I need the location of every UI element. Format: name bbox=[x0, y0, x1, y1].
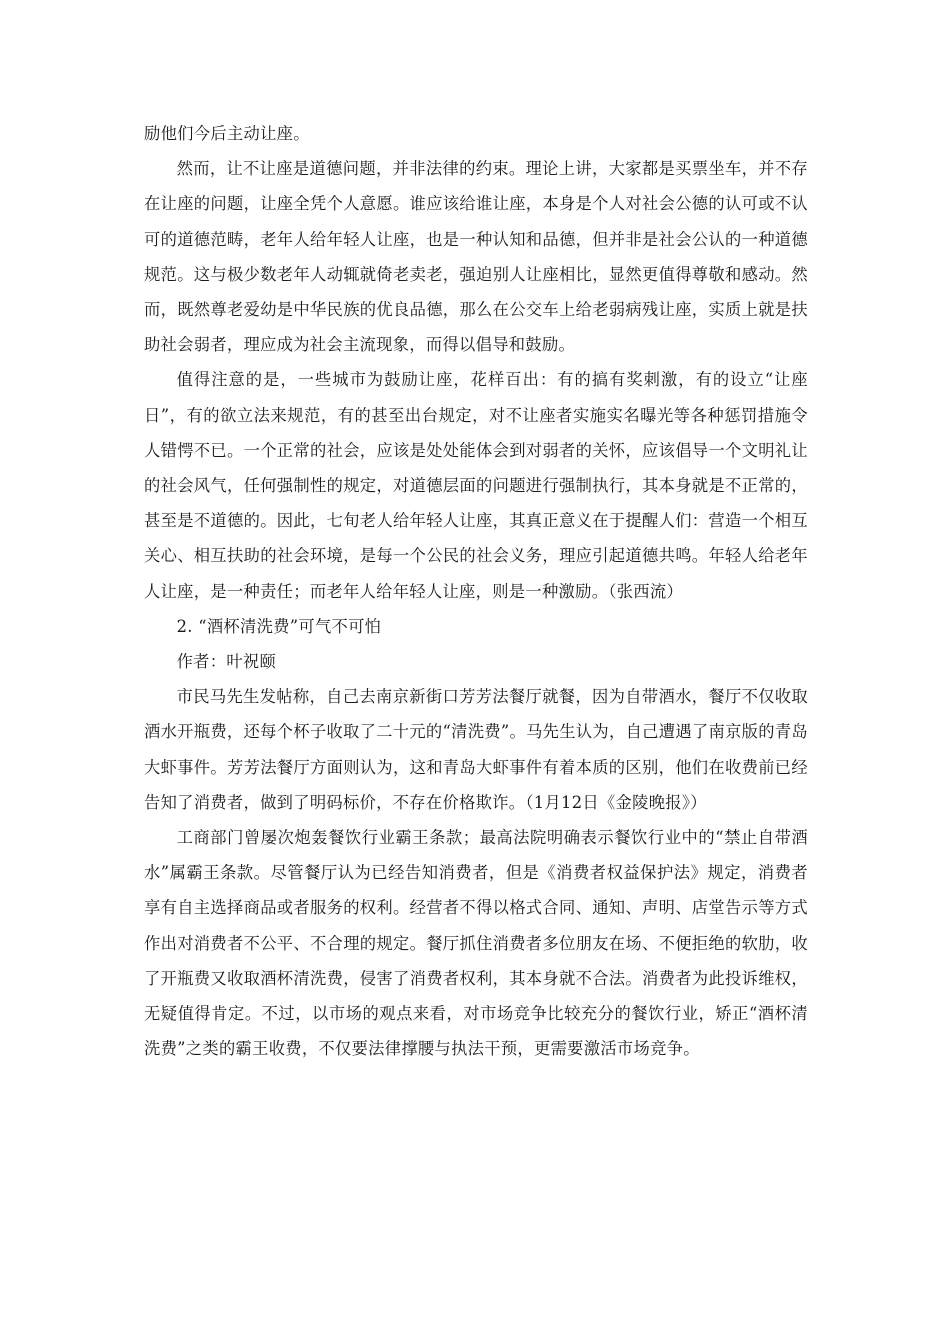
document-body bbox=[144, 116, 808, 1066]
paragraph-continuation: 励他们今后主动让座。 bbox=[144, 124, 310, 143]
paragraph-commentary: 工商部门曾屡次炮轰餐饮行业霸王条款；最高法院明确表示餐饮行业中的“禁止自带酒水”属霸王条款。尽管餐厅认为已经告知消费者，但是《消费者权益保护法》规定，消费者享有自主选择商品或者服务的权利。经营者不得以格式合同、通知、声明、店堂告示等方式作出对消费者不公平、不合理的规定。餐厅抓住消费者多位朋友在场、不便拒绝的软肋，收了开瓶费又收取酒杯清洗费，侵害了消费者权利，其本身就不合法。消费者为此投诉维权，无疑值得肯定。不过，以市场的观点来看，对市场竞争比较充分的餐饮行业，矫正“酒杯清洗费”之类的霸王收费，不仅要法律撑腰与执法干预，更需要激活市场竞争。 bbox=[144, 828, 808, 1059]
paragraph-seat-morality: 然而，让不让座是道德问题，并非法律的约束。理论上讲，大家都是买票坐车，并不存在让座的问题，让座全凭个人意愿。谁应该给谁让座，本身是个人对社会公德的认可或不认可的道德范畴，老年人给年轻人让座，也是一种认知和品德，但并非是社会公认的一种道德规范。这与极少数老年人动辄就倚老卖老，强迫别人让座相比，显然更值得尊敬和感动。然而，既然尊老爱幼是中华民族的优良品德，那么在公交车上给老弱病残让座，实质上就是扶助社会弱者，理应成为社会主流现象，而得以倡导和鼓励。 bbox=[144, 159, 808, 355]
author-line: 作者：叶祝颐 bbox=[176, 652, 277, 672]
section-heading: 2. “酒杯清洗费”可气不可怕 bbox=[176, 616, 382, 636]
paragraph-news-report: 市民马先生发帖称，自己去南京新街口芳芳法餐厅就餐，因为自带酒水，餐厅不仅收取酒水开瓶费，还每个杯子收取了二十元的“清洗费”。马先生认为，自己遭遇了南京版的青岛大虾事件。芳芳法餐厅方面则认为，这和青岛大虾事件有着本质的区别，他们在收费前已经告知了消费者，做到了明码标价，不存在价格欺诈。（1月12日《金陵晚报》） bbox=[144, 687, 808, 812]
paragraph-seat-incentives: 值得注意的是，一些城市为鼓励让座，花样百出：有的搞有奖刺激，有的设立“让座日”，有的欲立法来规范，有的甚至出台规定，对不让座者实施实名曝光等各种惩罚措施令人错愕不已。一个正常的社会，应该是处处能体会到对弱者的关怀，应该倡导一个文明礼让的社会风气，任何强制性的规定，对道德层面的问题进行强制执行，其本身就是不正常的，甚至是不道德的。因此，七旬老人给年轻人让座，其真正意义在于提醒人们：营造一个相互关心、相互扶助的社会环境，是每一个公民的社会义务，理应引起道德共鸣。年轻人给老年人让座，是一种责任；而老年人给年轻人让座，则是一种激励。（张西流） bbox=[144, 370, 808, 601]
